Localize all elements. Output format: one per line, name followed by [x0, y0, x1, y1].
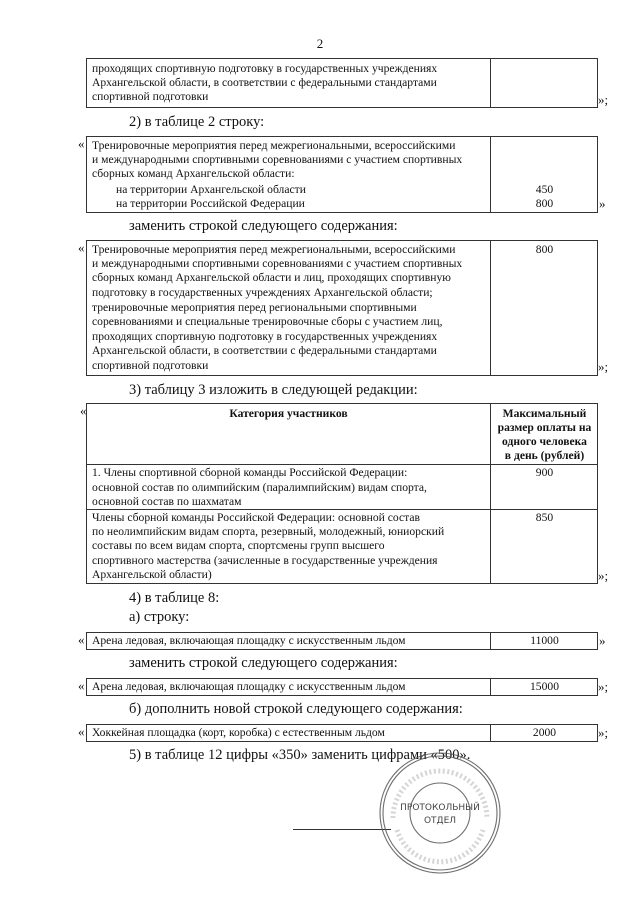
close-quote: »; — [598, 679, 609, 694]
table8-added-row — [86, 724, 598, 742]
table-subline: на территории Архангельской области — [116, 183, 306, 196]
close-quote: »; — [598, 725, 609, 740]
replace-heading: заменить строкой следующего содержания: — [129, 655, 398, 671]
table8-old-row — [86, 632, 598, 650]
table-line: основной состав по шахматам — [92, 495, 242, 508]
close-quote: »; — [598, 92, 609, 107]
table-line: Архангельской области, в соответствии с федеральными стандартами — [92, 344, 437, 357]
table-value: 800 — [535, 243, 554, 256]
table-line: проходящих спортивную подготовку в государственных учреждениях — [92, 62, 438, 75]
table-value: 900 — [535, 466, 554, 479]
table-line: составы по всем видам спорта, спортсмены групп высшего — [92, 539, 385, 552]
table-line: проходящих спортивную подготовку в государственных учреждениях — [92, 330, 438, 343]
table-value: 850 — [535, 511, 554, 524]
table3-col2-header-line: одного человека — [502, 435, 587, 448]
table3-col1-header: Категория участников — [229, 407, 348, 420]
stamp-inner-ring — [410, 783, 470, 843]
table-line: тренировочные мероприятия перед региональными спортивными — [92, 301, 417, 314]
table-line: и международными спортивными соревнованиями с участием спортивных — [92, 257, 463, 270]
table-value: 2000 — [532, 726, 557, 739]
table-line: спортивного мастерства (зачисленные в государственные учреждения — [92, 554, 438, 567]
table-line: Архангельской области) — [92, 568, 212, 581]
page-number: 2 — [316, 36, 324, 51]
table3 — [86, 403, 598, 584]
open-quote: « — [78, 136, 85, 151]
table-line: сборных команд Архангельской области и лиц, проходящих спортивную — [92, 271, 451, 284]
table-line: по неолимпийским видам спорта, резервный, молодежный, юниорский — [92, 525, 445, 538]
table-value: 800 — [535, 197, 554, 210]
close-quote: »; — [598, 359, 609, 374]
table-value: 11000 — [530, 634, 559, 647]
table-subline: на территории Российской Федерации — [116, 197, 305, 210]
item3-heading: 3) таблицу 3 изложить в следующей редакции: — [129, 382, 418, 398]
table-value: 450 — [535, 183, 554, 196]
table3-col2-header-line: размер оплаты на — [497, 421, 592, 434]
stamp-text-line1: ПРОТОКОЛЬНЫЙ — [400, 803, 480, 813]
official-stamp — [375, 748, 505, 878]
open-quote: « — [78, 240, 85, 255]
table3-col2-header-line: Максимальный — [502, 407, 587, 420]
close-quote: »; — [598, 568, 609, 583]
table-line: сборных команд Архангельской области: — [92, 167, 295, 180]
table-line: соревнованиями и специальные тренировочные сборы с участием лиц, — [92, 315, 443, 328]
table8-new-row — [86, 678, 598, 696]
table-line: Арена ледовая, включающая площадку с искусственным льдом — [92, 634, 406, 647]
table-value: 15000 — [530, 680, 559, 693]
item2-heading: 2) в таблице 2 строку: — [129, 114, 265, 130]
table-line: подготовку в государственных учреждениях Архангельской области; — [92, 286, 433, 299]
open-quote: « — [78, 724, 85, 739]
replace-heading: заменить строкой следующего содержания: — [129, 218, 398, 234]
table-line: спортивной подготовки — [92, 359, 209, 372]
open-quote: « — [78, 632, 85, 647]
table3-col2-header-line: в день (рублей) — [504, 449, 585, 462]
item4-sub-b: б) дополнить новой строкой следующего содержания: — [129, 701, 463, 717]
item4-heading: 4) в таблице 8: — [129, 590, 220, 606]
close-quote: » — [599, 196, 606, 211]
table-line: Члены сборной команды Российской Федерации: основной состав — [92, 511, 420, 524]
table2-old-row — [86, 136, 598, 213]
table-line: Хоккейная площадка (корт, коробка) с естественным льдом — [92, 726, 385, 739]
table-line: 1. Члены спортивной сборной команды Российской Федерации: — [92, 466, 408, 479]
table-line: спортивной подготовки — [92, 90, 209, 103]
stamp-text-line2: ОТДЕЛ — [423, 816, 457, 826]
table-continuation — [86, 58, 598, 108]
item4-sub-a: а) строку: — [129, 609, 190, 625]
table-line: Арена ледовая, включающая площадку с искусственным льдом — [92, 680, 406, 693]
table-line: основной состав по олимпийским (паралимпийским) видам спорта, — [92, 481, 427, 494]
open-quote: « — [80, 403, 87, 418]
open-quote: « — [78, 678, 85, 693]
table2-new-row — [86, 240, 598, 376]
close-quote: » — [599, 633, 606, 648]
table-line: и международными спортивными соревнованиями с участием спортивных — [92, 153, 463, 166]
table-line: Тренировочные мероприятия перед межрегиональными, всероссийскими — [92, 139, 456, 152]
item5-heading: 5) в таблице 12 цифры «350» заменить цифрами «500». — [129, 747, 471, 763]
table-line: Тренировочные мероприятия перед межрегиональными, всероссийскими — [92, 243, 456, 256]
table-line: Архангельской области, в соответствии с федеральными стандартами — [92, 76, 437, 89]
